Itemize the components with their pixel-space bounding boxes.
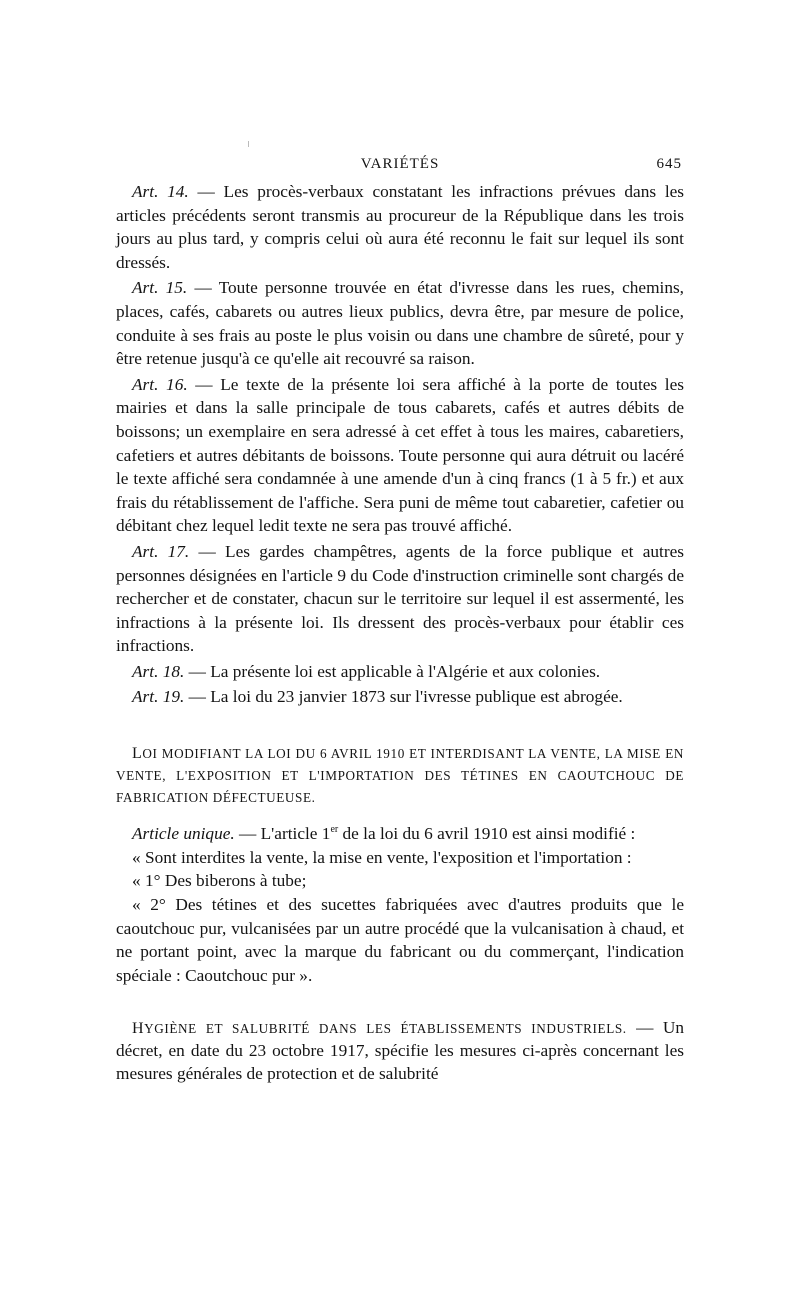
article-14 <box>116 180 684 274</box>
section-heading-hygiene-text: YGIÈNE ET SALUBRITÉ DANS LES ÉTABLISSEMENTS INDUSTRIELS. <box>144 1021 627 1037</box>
section-heading-loi-text: OI MODIFIANT LA LOI DU 6 AVRIL 1910 ET INTERDISANT LA VENTE, LA MISE EN VENTE, L'EXPOSITION ET L'IMPORTATION DES TÉTINES EN CAOUTCHOUC DE FABRICATION DÉFECTUEUSE. <box>116 746 684 806</box>
section-heading-hygiene-initial: H <box>132 1020 145 1038</box>
article-14-label: Art. 14. <box>132 182 189 201</box>
article-17-text: — Les gardes champêtres, agents de la force publique et autres personnes désignées en l'article 9 du Code d'instruction criminelle sont chargés de rechercher et de constater, chacun sur le territoire sur lequel il est assermenté, les infractions à la présente loi. Ils dressent des procès-verbaux pour établir ces infractions. <box>116 541 685 656</box>
quote-item-1: « 1° Des biberons à tube; <box>132 871 307 891</box>
section-heading-loi-initial: L <box>132 745 143 763</box>
article-18-text: — La présente loi est applicable à l'Algérie et aux colonies. <box>184 661 601 681</box>
article-18-label: Art. 18. <box>132 661 185 681</box>
running-header <box>116 150 684 180</box>
article-unique-label: Article unique. <box>132 824 235 844</box>
running-title: VARIÉTÉS <box>360 156 440 172</box>
article-unique-text-a: — L'article 1 <box>234 824 331 844</box>
article-19-text: — La loi du 23 janvier 1873 sur l'ivresse publique est abrogée. <box>184 687 623 707</box>
article-15-text: — Toute personne trouvée en état d'ivresse dans les rues, chemins, places, cafés, cabarets ou autres lieux publics, devra être, par mesure de police, conduite à ses frais au poste le plus voisin ou dans une chambre de sûreté, pour y être retenue jusqu'à ce qu'elle ait recouvré sa raison. <box>116 278 685 369</box>
article-unique-text-b: de la loi du 6 avril 1910 est ainsi modifié : <box>338 824 636 844</box>
article-15-label: Art. 15. <box>132 278 188 298</box>
article-19 <box>116 685 684 709</box>
article-17 <box>116 540 684 658</box>
article-unique <box>116 822 684 846</box>
quote-intro: « Sont interdites la vente, la mise en vente, l'exposition et l'importation : <box>132 847 632 867</box>
article-16-text: — Le texte de la présente loi sera affiché à la porte de toutes les mairies et dans la salle principale de tous cabarets, cafés et autres débits de boissons; un exemplaire en sera adressé à cet effet à tous les maires, cabaretiers, cafetiers et autres débitants de boissons. Toute personne qui aura détruit ou lacéré le texte affiché sera condamnée à une amende d'un à cinq francs (1 à 5 fr.) et aux frais du rétablissement de l'affiche. Sera puni de même tout cabaretier, cafetier ou débitant chez lequel ledit texte ne sera pas trouvé affiché. <box>116 374 684 536</box>
page-number: 645 <box>656 156 682 172</box>
article-15 <box>116 276 684 370</box>
article-16-label: Art. 16. <box>132 374 188 394</box>
quote-item-2: « 2° Des tétines et des sucettes fabriquées avec d'autres produits que le caoutchouc pur, vulcanisées par un autre procédé que la vulcanisation à chaud, et ne portant point, avec la marque du fabricant ou du commerçant, l'indication spéciale : Caoutchouc pur ». <box>116 895 684 985</box>
article-17-label: Art. 17. <box>132 541 190 561</box>
section-heading-hygiene <box>116 1017 684 1086</box>
article-19-label: Art. 19. <box>132 687 185 707</box>
page-mark <box>248 141 249 147</box>
article-unique-sup: er <box>330 824 339 836</box>
article-14-text: — Les procès-verbaux constatant les infractions prévues dans les articles précédents seront transmis au procureur de la République dans les trois jours au plus tard, y compris celui où aura été reconnu le fait sur lequel ils sont dressés. <box>116 182 685 272</box>
section-hygiene-text: — Un décret, en date du 23 octobre 1917, spécifie les mesures ci-après concernant les mesures générales de protection et de salubrité <box>116 1018 684 1084</box>
section-heading-loi <box>116 743 684 809</box>
article-16 <box>116 373 684 538</box>
article-18 <box>116 660 684 684</box>
document-page <box>116 150 684 1100</box>
